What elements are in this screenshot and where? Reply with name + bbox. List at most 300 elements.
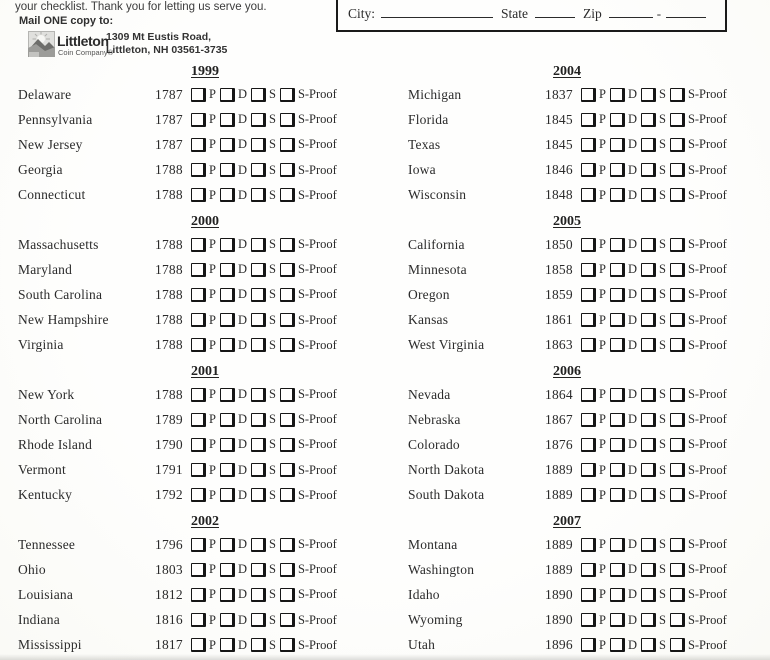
mint-checkbox-s[interactable] xyxy=(251,113,266,127)
mint-checkbox-d[interactable] xyxy=(610,588,625,602)
statehood-year: 1890 xyxy=(545,612,573,628)
mint-label: D xyxy=(237,462,247,477)
mint-checkbox-s[interactable] xyxy=(251,538,266,552)
mint-option xyxy=(280,262,337,277)
mint-checkbox-s-proof[interactable] xyxy=(280,388,295,402)
mint-option xyxy=(251,638,280,653)
mint-checkbox-p[interactable] xyxy=(581,238,596,252)
mint-checkbox-p[interactable] xyxy=(191,563,206,577)
year-group xyxy=(408,510,758,660)
mint-option xyxy=(251,463,280,478)
mint-option xyxy=(670,188,727,203)
state-name: New Jersey xyxy=(18,136,83,152)
mint-label: S xyxy=(268,387,276,402)
mint-label: D xyxy=(627,637,637,652)
mint-checkbox-s[interactable] xyxy=(641,488,656,502)
mint-checkbox-p[interactable] xyxy=(191,538,206,552)
state-name: Nebraska xyxy=(408,411,461,427)
mint-checkbox-d[interactable] xyxy=(610,538,625,552)
mint-checkbox-d[interactable] xyxy=(220,638,235,652)
mint-checkboxes xyxy=(191,488,337,503)
mint-checkbox-d[interactable] xyxy=(610,413,625,427)
state-row xyxy=(408,107,758,132)
mint-label: D xyxy=(237,487,247,502)
mint-checkbox-s-proof[interactable] xyxy=(670,163,685,177)
mint-option xyxy=(191,87,220,102)
mint-checkbox-s[interactable] xyxy=(641,288,656,302)
mint-option xyxy=(191,412,220,427)
mint-checkbox-s[interactable] xyxy=(641,88,656,102)
statehood-year: 1889 xyxy=(545,462,573,478)
mint-checkbox-s[interactable] xyxy=(251,88,266,102)
mint-option xyxy=(610,137,641,152)
mint-label: D xyxy=(627,487,637,502)
mint-checkbox-s-proof[interactable] xyxy=(670,288,685,302)
mint-checkbox-s-proof[interactable] xyxy=(280,288,295,302)
mint-checkbox-p[interactable] xyxy=(191,638,206,652)
mint-checkbox-s[interactable] xyxy=(251,388,266,402)
year-group xyxy=(408,210,758,360)
mint-option xyxy=(280,163,337,178)
mint-checkbox-s-proof[interactable] xyxy=(670,538,685,552)
mint-checkbox-p[interactable] xyxy=(191,238,206,252)
mint-checkbox-s-proof[interactable] xyxy=(280,163,295,177)
mint-option xyxy=(581,163,610,178)
mint-label: S xyxy=(658,87,666,102)
mint-option xyxy=(670,313,727,328)
mint-label: S xyxy=(268,337,276,352)
mint-label: S-Proof xyxy=(687,437,727,452)
mint-checkbox-s[interactable] xyxy=(641,588,656,602)
mint-checkbox-s[interactable] xyxy=(251,288,266,302)
mint-option xyxy=(581,587,610,602)
mint-checkbox-s-proof[interactable] xyxy=(670,263,685,277)
mint-checkbox-s[interactable] xyxy=(641,413,656,427)
mint-checkbox-p[interactable] xyxy=(581,313,596,327)
mint-checkbox-s-proof[interactable] xyxy=(280,588,295,602)
mint-checkbox-s[interactable] xyxy=(641,113,656,127)
mint-label: S-Proof xyxy=(687,562,727,577)
mint-label: S-Proof xyxy=(687,262,727,277)
mint-checkbox-p[interactable] xyxy=(581,638,596,652)
mint-checkbox-d[interactable] xyxy=(610,463,625,477)
mint-checkbox-s[interactable] xyxy=(251,313,266,327)
mint-option xyxy=(280,537,337,552)
mint-checkbox-s-proof[interactable] xyxy=(670,113,685,127)
mint-checkbox-d[interactable] xyxy=(220,238,235,252)
mint-label: D xyxy=(237,162,247,177)
mint-option xyxy=(641,163,670,178)
mint-option xyxy=(670,613,727,628)
mint-checkbox-p[interactable] xyxy=(191,313,206,327)
mint-checkbox-p[interactable] xyxy=(581,113,596,127)
statehood-year: 1858 xyxy=(545,261,573,277)
mint-checkbox-p[interactable] xyxy=(581,463,596,477)
mint-checkboxes xyxy=(581,287,727,302)
mint-checkbox-s[interactable] xyxy=(641,163,656,177)
mint-checkbox-d[interactable] xyxy=(610,238,625,252)
mail-instruction: Mail ONE copy to: xyxy=(19,15,114,27)
mint-checkbox-s-proof[interactable] xyxy=(280,88,295,102)
mint-checkbox-s-proof[interactable] xyxy=(670,638,685,652)
mint-checkbox-s[interactable] xyxy=(641,463,656,477)
mint-checkbox-s-proof[interactable] xyxy=(280,638,295,652)
mint-option xyxy=(251,163,280,178)
mint-checkbox-d[interactable] xyxy=(610,488,625,502)
mint-option xyxy=(581,562,610,577)
statehood-year: 1788 xyxy=(155,162,183,178)
mint-checkbox-s-proof[interactable] xyxy=(280,538,295,552)
state-row xyxy=(18,608,368,633)
mint-checkbox-d[interactable] xyxy=(220,563,235,577)
mint-checkbox-d[interactable] xyxy=(610,263,625,277)
mint-checkbox-p[interactable] xyxy=(581,488,596,502)
mint-checkbox-p[interactable] xyxy=(581,288,596,302)
mint-checkbox-s-proof[interactable] xyxy=(670,338,685,352)
mint-option xyxy=(280,412,337,427)
mint-label: S xyxy=(268,462,276,477)
mint-option xyxy=(641,463,670,478)
mint-checkbox-s[interactable] xyxy=(251,638,266,652)
state-name: Washington xyxy=(408,561,475,577)
mint-checkbox-s[interactable] xyxy=(251,463,266,477)
state-name: Kentucky xyxy=(18,487,73,503)
mint-checkbox-d[interactable] xyxy=(220,388,235,402)
mint-label: D xyxy=(237,562,247,577)
mint-checkbox-s[interactable] xyxy=(251,338,266,352)
mint-checkbox-d[interactable] xyxy=(610,313,625,327)
mint-label: D xyxy=(627,562,637,577)
mint-checkbox-s-proof[interactable] xyxy=(280,563,295,577)
mint-label: S xyxy=(658,237,666,252)
mint-checkbox-d[interactable] xyxy=(610,138,625,152)
mint-option xyxy=(280,387,337,402)
mint-label: S xyxy=(658,262,666,277)
mint-checkbox-p[interactable] xyxy=(191,263,206,277)
mint-checkbox-d[interactable] xyxy=(610,438,625,452)
mint-checkbox-s-proof[interactable] xyxy=(280,138,295,152)
statehood-year: 1788 xyxy=(155,386,183,402)
mint-checkbox-s[interactable] xyxy=(251,188,266,202)
mint-checkbox-d[interactable] xyxy=(220,588,235,602)
mint-checkbox-p[interactable] xyxy=(581,338,596,352)
mint-option xyxy=(280,287,337,302)
mint-checkbox-d[interactable] xyxy=(220,438,235,452)
mint-option xyxy=(220,437,251,452)
mint-label: P xyxy=(599,562,606,577)
intro-text: your checklist. Thank you for letting us serve you. xyxy=(15,1,267,13)
mint-checkbox-s-proof[interactable] xyxy=(280,613,295,627)
mint-checkbox-d[interactable] xyxy=(220,113,235,127)
mint-checkbox-s[interactable] xyxy=(251,438,266,452)
year-group xyxy=(18,60,368,210)
mint-checkbox-d[interactable] xyxy=(610,638,625,652)
mint-checkbox-p[interactable] xyxy=(191,338,206,352)
year-header-row xyxy=(18,210,368,232)
mint-checkbox-s-proof[interactable] xyxy=(670,188,685,202)
mint-checkbox-s-proof[interactable] xyxy=(670,313,685,327)
year-header-row xyxy=(18,360,368,382)
mint-option xyxy=(610,188,641,203)
mint-checkbox-s-proof[interactable] xyxy=(280,113,295,127)
mint-checkbox-d[interactable] xyxy=(220,88,235,102)
mint-checkbox-s[interactable] xyxy=(251,138,266,152)
statehood-year: 1788 xyxy=(155,236,183,252)
mint-checkbox-s-proof[interactable] xyxy=(670,588,685,602)
mint-checkbox-s-proof[interactable] xyxy=(670,88,685,102)
mint-checkbox-d[interactable] xyxy=(220,613,235,627)
mint-checkbox-d[interactable] xyxy=(220,538,235,552)
mint-checkbox-d[interactable] xyxy=(610,113,625,127)
statehood-year: 1846 xyxy=(545,162,573,178)
mint-checkbox-s[interactable] xyxy=(641,538,656,552)
mint-checkbox-s-proof[interactable] xyxy=(670,438,685,452)
state-row xyxy=(18,582,368,607)
mint-option xyxy=(670,338,727,353)
state-input-line[interactable] xyxy=(535,5,575,18)
mint-checkboxes xyxy=(581,587,727,602)
city-input-line[interactable] xyxy=(381,5,493,18)
mint-checkbox-s-proof[interactable] xyxy=(670,488,685,502)
mint-label: P xyxy=(599,587,606,602)
zip-input-line[interactable] xyxy=(609,5,653,18)
mint-label: S-Proof xyxy=(687,412,727,427)
mint-checkbox-s-proof[interactable] xyxy=(280,313,295,327)
mint-checkbox-d[interactable] xyxy=(610,288,625,302)
state-name: Michigan xyxy=(408,86,462,102)
mint-checkbox-p[interactable] xyxy=(191,138,206,152)
mint-option xyxy=(191,537,220,552)
mint-checkbox-s[interactable] xyxy=(641,438,656,452)
mint-option xyxy=(610,587,641,602)
mint-option xyxy=(251,437,280,452)
mint-checkbox-d[interactable] xyxy=(220,463,235,477)
mint-label: D xyxy=(237,262,247,277)
mint-checkboxes xyxy=(581,87,727,102)
mint-option xyxy=(220,488,251,503)
statehood-year: 1787 xyxy=(155,86,183,102)
mint-checkbox-p[interactable] xyxy=(191,413,206,427)
mint-label: S-Proof xyxy=(687,237,727,252)
mint-checkbox-s-proof[interactable] xyxy=(670,413,685,427)
mint-option xyxy=(280,463,337,478)
year-group xyxy=(408,60,758,210)
mint-label: D xyxy=(237,287,247,302)
zip4-input-line[interactable] xyxy=(666,5,706,18)
mint-option xyxy=(670,463,727,478)
mint-checkbox-s-proof[interactable] xyxy=(670,613,685,627)
mint-checkbox-s-proof[interactable] xyxy=(280,488,295,502)
mint-checkbox-s[interactable] xyxy=(641,338,656,352)
mint-checkbox-s-proof[interactable] xyxy=(670,463,685,477)
mint-option xyxy=(670,87,727,102)
mint-checkbox-s[interactable] xyxy=(641,638,656,652)
state-row xyxy=(18,232,368,257)
mint-label: P xyxy=(599,112,606,127)
mint-option xyxy=(191,488,220,503)
state-row xyxy=(18,407,368,432)
mint-checkbox-s-proof[interactable] xyxy=(670,138,685,152)
mint-checkbox-d[interactable] xyxy=(220,313,235,327)
mint-label: P xyxy=(209,112,216,127)
mint-label: D xyxy=(237,387,247,402)
mint-checkbox-p[interactable] xyxy=(581,413,596,427)
mint-checkbox-s-proof[interactable] xyxy=(280,263,295,277)
mint-checkbox-s-proof[interactable] xyxy=(280,413,295,427)
state-row xyxy=(408,608,758,633)
mint-checkbox-p[interactable] xyxy=(581,88,596,102)
state-row xyxy=(18,483,368,508)
mint-checkbox-d[interactable] xyxy=(610,88,625,102)
mint-checkbox-p[interactable] xyxy=(191,88,206,102)
mint-checkbox-p[interactable] xyxy=(581,438,596,452)
mint-option xyxy=(220,587,251,602)
mint-checkbox-s[interactable] xyxy=(251,588,266,602)
mint-checkbox-p[interactable] xyxy=(581,538,596,552)
mint-checkbox-s-proof[interactable] xyxy=(280,438,295,452)
mint-checkbox-s[interactable] xyxy=(251,413,266,427)
mint-label: D xyxy=(237,612,247,627)
mint-checkbox-s[interactable] xyxy=(641,563,656,577)
mint-checkbox-s-proof[interactable] xyxy=(280,238,295,252)
mint-checkbox-p[interactable] xyxy=(581,138,596,152)
mint-checkbox-d[interactable] xyxy=(610,188,625,202)
mint-checkbox-p[interactable] xyxy=(191,288,206,302)
mint-option xyxy=(610,488,641,503)
mint-checkbox-p[interactable] xyxy=(191,463,206,477)
mint-checkboxes xyxy=(191,137,337,152)
mint-option xyxy=(251,488,280,503)
mint-label: P xyxy=(599,262,606,277)
mint-label: D xyxy=(627,262,637,277)
mint-option xyxy=(610,412,641,427)
mint-checkbox-p[interactable] xyxy=(191,188,206,202)
mint-checkbox-p[interactable] xyxy=(581,588,596,602)
mint-checkbox-d[interactable] xyxy=(220,338,235,352)
mint-checkbox-d[interactable] xyxy=(220,163,235,177)
mint-checkbox-p[interactable] xyxy=(191,113,206,127)
state-row xyxy=(18,308,368,333)
mint-checkbox-s[interactable] xyxy=(641,613,656,627)
statehood-year: 1837 xyxy=(545,86,573,102)
mint-checkbox-d[interactable] xyxy=(220,488,235,502)
mint-checkbox-p[interactable] xyxy=(581,188,596,202)
mint-checkbox-d[interactable] xyxy=(610,563,625,577)
state-name: Indiana xyxy=(18,612,60,628)
mint-checkbox-s[interactable] xyxy=(641,188,656,202)
state-name: Florida xyxy=(408,111,449,127)
mint-checkbox-p[interactable] xyxy=(191,588,206,602)
state-name: New Hampshire xyxy=(18,312,109,328)
statehood-year: 1859 xyxy=(545,286,573,302)
mint-checkbox-s-proof[interactable] xyxy=(670,388,685,402)
mint-label: P xyxy=(599,462,606,477)
mint-label: P xyxy=(599,237,606,252)
mint-checkbox-s-proof[interactable] xyxy=(280,463,295,477)
mint-checkbox-p[interactable] xyxy=(581,388,596,402)
mint-option xyxy=(641,488,670,503)
mint-checkbox-d[interactable] xyxy=(220,263,235,277)
mint-checkbox-p[interactable] xyxy=(581,613,596,627)
mint-checkbox-s-proof[interactable] xyxy=(280,338,295,352)
mint-label: P xyxy=(209,137,216,152)
mint-label: S-Proof xyxy=(687,287,727,302)
mint-checkbox-s-proof[interactable] xyxy=(670,238,685,252)
mint-checkbox-s[interactable] xyxy=(251,263,266,277)
mint-option xyxy=(670,287,727,302)
mint-checkbox-p[interactable] xyxy=(581,163,596,177)
state-row xyxy=(408,183,758,208)
mint-label: S xyxy=(658,537,666,552)
state-name: Utah xyxy=(408,637,436,653)
mint-option xyxy=(191,437,220,452)
mint-checkbox-s[interactable] xyxy=(251,613,266,627)
mint-option xyxy=(191,237,220,252)
statehood-year: 1787 xyxy=(155,136,183,152)
mint-label: S xyxy=(658,487,666,502)
mint-checkbox-d[interactable] xyxy=(220,188,235,202)
mint-checkboxes xyxy=(581,488,727,503)
mint-checkbox-p[interactable] xyxy=(191,488,206,502)
mint-label: P xyxy=(599,337,606,352)
mint-checkbox-s-proof[interactable] xyxy=(280,188,295,202)
mint-checkbox-p[interactable] xyxy=(191,613,206,627)
statehood-year: 1788 xyxy=(155,312,183,328)
mint-checkbox-p[interactable] xyxy=(191,438,206,452)
mint-checkbox-s[interactable] xyxy=(251,563,266,577)
mint-label: P xyxy=(209,262,216,277)
mint-checkbox-s[interactable] xyxy=(641,313,656,327)
mint-label: S xyxy=(658,562,666,577)
mint-label: S xyxy=(268,162,276,177)
mint-checkbox-d[interactable] xyxy=(610,613,625,627)
state-name: New York xyxy=(18,386,75,402)
mint-label: D xyxy=(627,587,637,602)
mint-checkbox-s[interactable] xyxy=(641,238,656,252)
state-name: Rhode Island xyxy=(18,436,93,452)
mint-checkbox-s[interactable] xyxy=(251,488,266,502)
mint-option xyxy=(581,463,610,478)
state-name: Nevada xyxy=(408,386,451,402)
mint-label: P xyxy=(209,487,216,502)
mint-checkbox-p[interactable] xyxy=(191,388,206,402)
mint-checkbox-s[interactable] xyxy=(251,238,266,252)
mint-option xyxy=(581,137,610,152)
mint-checkboxes xyxy=(191,338,337,353)
mint-checkbox-d[interactable] xyxy=(610,163,625,177)
mint-checkbox-d[interactable] xyxy=(220,288,235,302)
mint-option xyxy=(641,313,670,328)
state-row xyxy=(408,633,758,658)
mint-checkbox-d[interactable] xyxy=(610,388,625,402)
mint-checkbox-s[interactable] xyxy=(641,388,656,402)
mint-checkbox-s-proof[interactable] xyxy=(670,563,685,577)
mint-checkbox-s[interactable] xyxy=(251,163,266,177)
mint-label: D xyxy=(237,87,247,102)
state-row xyxy=(18,458,368,483)
mint-checkbox-s[interactable] xyxy=(641,138,656,152)
mint-checkbox-d[interactable] xyxy=(220,138,235,152)
mint-label: S xyxy=(268,587,276,602)
mint-checkbox-p[interactable] xyxy=(581,563,596,577)
mint-checkbox-s[interactable] xyxy=(641,263,656,277)
mint-label: D xyxy=(627,437,637,452)
mint-checkbox-d[interactable] xyxy=(610,338,625,352)
mint-checkbox-p[interactable] xyxy=(191,163,206,177)
mint-label: P xyxy=(209,337,216,352)
mint-checkbox-d[interactable] xyxy=(220,413,235,427)
mint-checkbox-p[interactable] xyxy=(581,263,596,277)
